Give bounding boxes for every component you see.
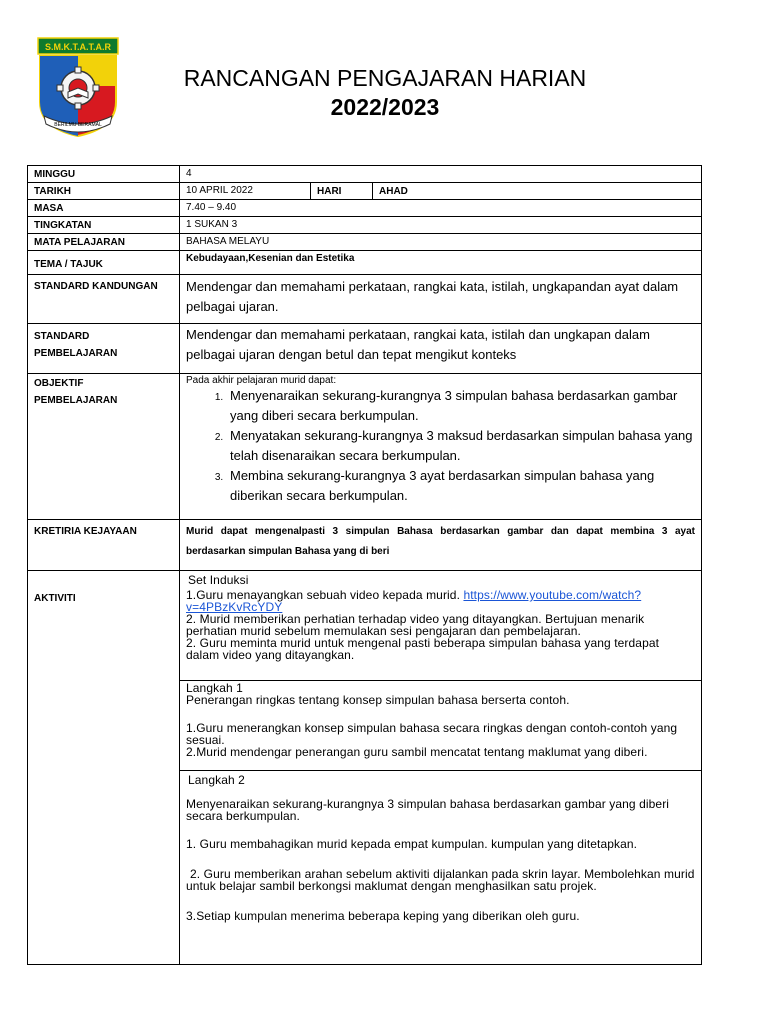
value-kretiria: Murid dapat mengenalpasti 3 simpulan Bahasa berdasarkan gambar dan dapat membina 3 ayat berdasarkan simpulan Bahasa yang di beri [180,520,702,571]
row-tarikh [28,183,702,200]
objektif-item: 2. Menyatakan sekurang-kurangnya 3 maksud berdasarkan simpulan bahasa yang telah disenaraikan secara berkumpulan. [226,426,695,466]
video-link[interactable]: https://www.youtube.com/watch?v=4PBzKvRcYDY [186,588,642,614]
value-tarikh: 10 APRIL 2022 [180,183,311,200]
value-tema: Kebudayaan,Kesenian dan Estetika [180,251,702,275]
logo-motto: BERILMU BERAMAL [54,122,102,128]
section-set-induksi [180,571,701,681]
value-standard-pembelajaran: Mendengar dan memahami perkataan, rangkai kata, istilah dan ungkapan dalam pelbagai ujaran dengan betul dan tepat mengikut konteks [180,324,702,374]
label-tema: TEMA / TAJUK [28,251,180,275]
value-mata-pelajaran: BAHASA MELAYU [180,234,702,251]
objektif-list [186,386,695,506]
school-logo [34,36,122,140]
set-induksi-line-1-text: 1.Guru menayangkan sebuah video kepada murid. [186,588,464,602]
label-kretiria: KRETIRIA KEJAYAAN [28,520,180,571]
label-tingkatan: TINGKATAN [28,217,180,234]
title-line-2: 2022/2023 [330,94,440,120]
value-standard-kandungan: Mendengar dan memahami perkataan, rangkai kata, istilah, ungkapandan ayat dalam pelbagai ujaran. [180,275,702,324]
label-minggu: MINGGU [28,166,180,183]
langkah-1-heading: Langkah 1 [186,681,243,695]
langkah-1-line-2: 2.Murid mendengar penerangan guru sambil mencatat tentang maklumat yang diberi. [186,745,648,759]
label-standard-pembelajaran-2: PEMBELAJARAN [34,348,118,359]
label-tarikh: TARIKH [28,183,180,200]
label-objektif [28,374,180,520]
langkah-2-line-2: 2. Guru memberikan arahan sebelum aktiviti dijalankan pada skrin layar. Membolehkan murid untuk belajar sambil berkongsi maklumat dengan menghasilkan satu projek. [186,867,695,893]
label-standard-pembelajaran [28,324,180,374]
set-induksi-line-2: 2. Murid memberikan perhatian terhadap video yang ditayangkan. Bertujuan menarik perhatian murid sebelum memulakan sesi pengajaran dan pembelajaran. [186,612,645,638]
section-langkah-2 [180,771,701,924]
row-objektif [28,374,702,520]
label-objektif-2: PEMBELAJARAN [34,395,118,406]
title-line-1: RANCANGAN PENGAJARAN HARIAN [183,65,587,91]
set-induksi-heading: Set Induksi [188,573,249,587]
section-langkah-1 [180,681,701,771]
label-hari: HARI [311,183,373,200]
langkah-2-line-3: 3.Setiap kumpulan menerima beberapa keping yang diberikan oleh guru. [186,909,580,923]
page-title [150,64,620,122]
value-minggu: 4 [180,166,702,183]
row-tema [28,251,702,275]
objektif-item: 3. Membina sekurang-kurangnya 3 ayat berdasarkan simpulan bahasa yang diberikan secara berkumpulan. [226,466,695,506]
langkah-2-heading: Langkah 2 [188,773,245,787]
langkah-1-line-1: 1.Guru menerangkan konsep simpulan bahasa secara ringkas dengan contoh-contoh yang sesuai. [186,721,678,747]
row-aktiviti [28,571,702,965]
objektif-item: 1. Menyenaraikan sekurang-kurangnya 3 simpulan bahasa berdasarkan gambar yang diberi secara berkumpulan. [226,386,695,426]
label-aktiviti: AKTIVITI [28,571,180,965]
row-kretiria [28,520,702,571]
value-objektif [180,374,702,520]
value-tingkatan: 1 SUKAN 3 [180,217,702,234]
value-aktiviti [180,571,702,965]
label-standard-kandungan: STANDARD KANDUNGAN [28,275,180,324]
langkah-1-intro: Penerangan ringkas tentang konsep simpulan bahasa berserta contoh. [186,693,570,707]
row-mata-pelajaran [28,234,702,251]
langkah-2-line-1: 1. Guru membahagikan murid kepada empat kumpulan. kumpulan yang ditetapkan. [186,837,638,851]
set-induksi-line-3: 2. Guru meminta murid untuk mengenal pasti beberapa simpulan bahasa yang terdapat dalam video yang ditayangkan. [186,636,660,662]
row-standard-pembelajaran [28,324,702,374]
set-induksi-line-1 [186,589,695,613]
label-objektif-1: OBJEKTIF [34,378,84,389]
value-masa: 7.40 – 9.40 [180,200,702,217]
row-tingkatan [28,217,702,234]
row-minggu [28,166,702,183]
row-standard-kandungan [28,275,702,324]
label-standard-pembelajaran-1: STANDARD [34,331,90,342]
langkah-2-intro: Menyenaraikan sekurang-kurangnya 3 simpulan bahasa berdasarkan gambar yang diberi secara berkumpulan. [186,797,670,823]
row-masa [28,200,702,217]
label-masa: MASA [28,200,180,217]
lesson-plan-table [27,165,702,965]
value-hari: AHAD [373,183,702,200]
objektif-intro: Pada akhir pelajaran murid dapat: [186,375,337,386]
label-mata-pelajaran: MATA PELAJARAN [28,234,180,251]
logo-text: S.M.K.T.A.T.A.R [44,42,112,52]
